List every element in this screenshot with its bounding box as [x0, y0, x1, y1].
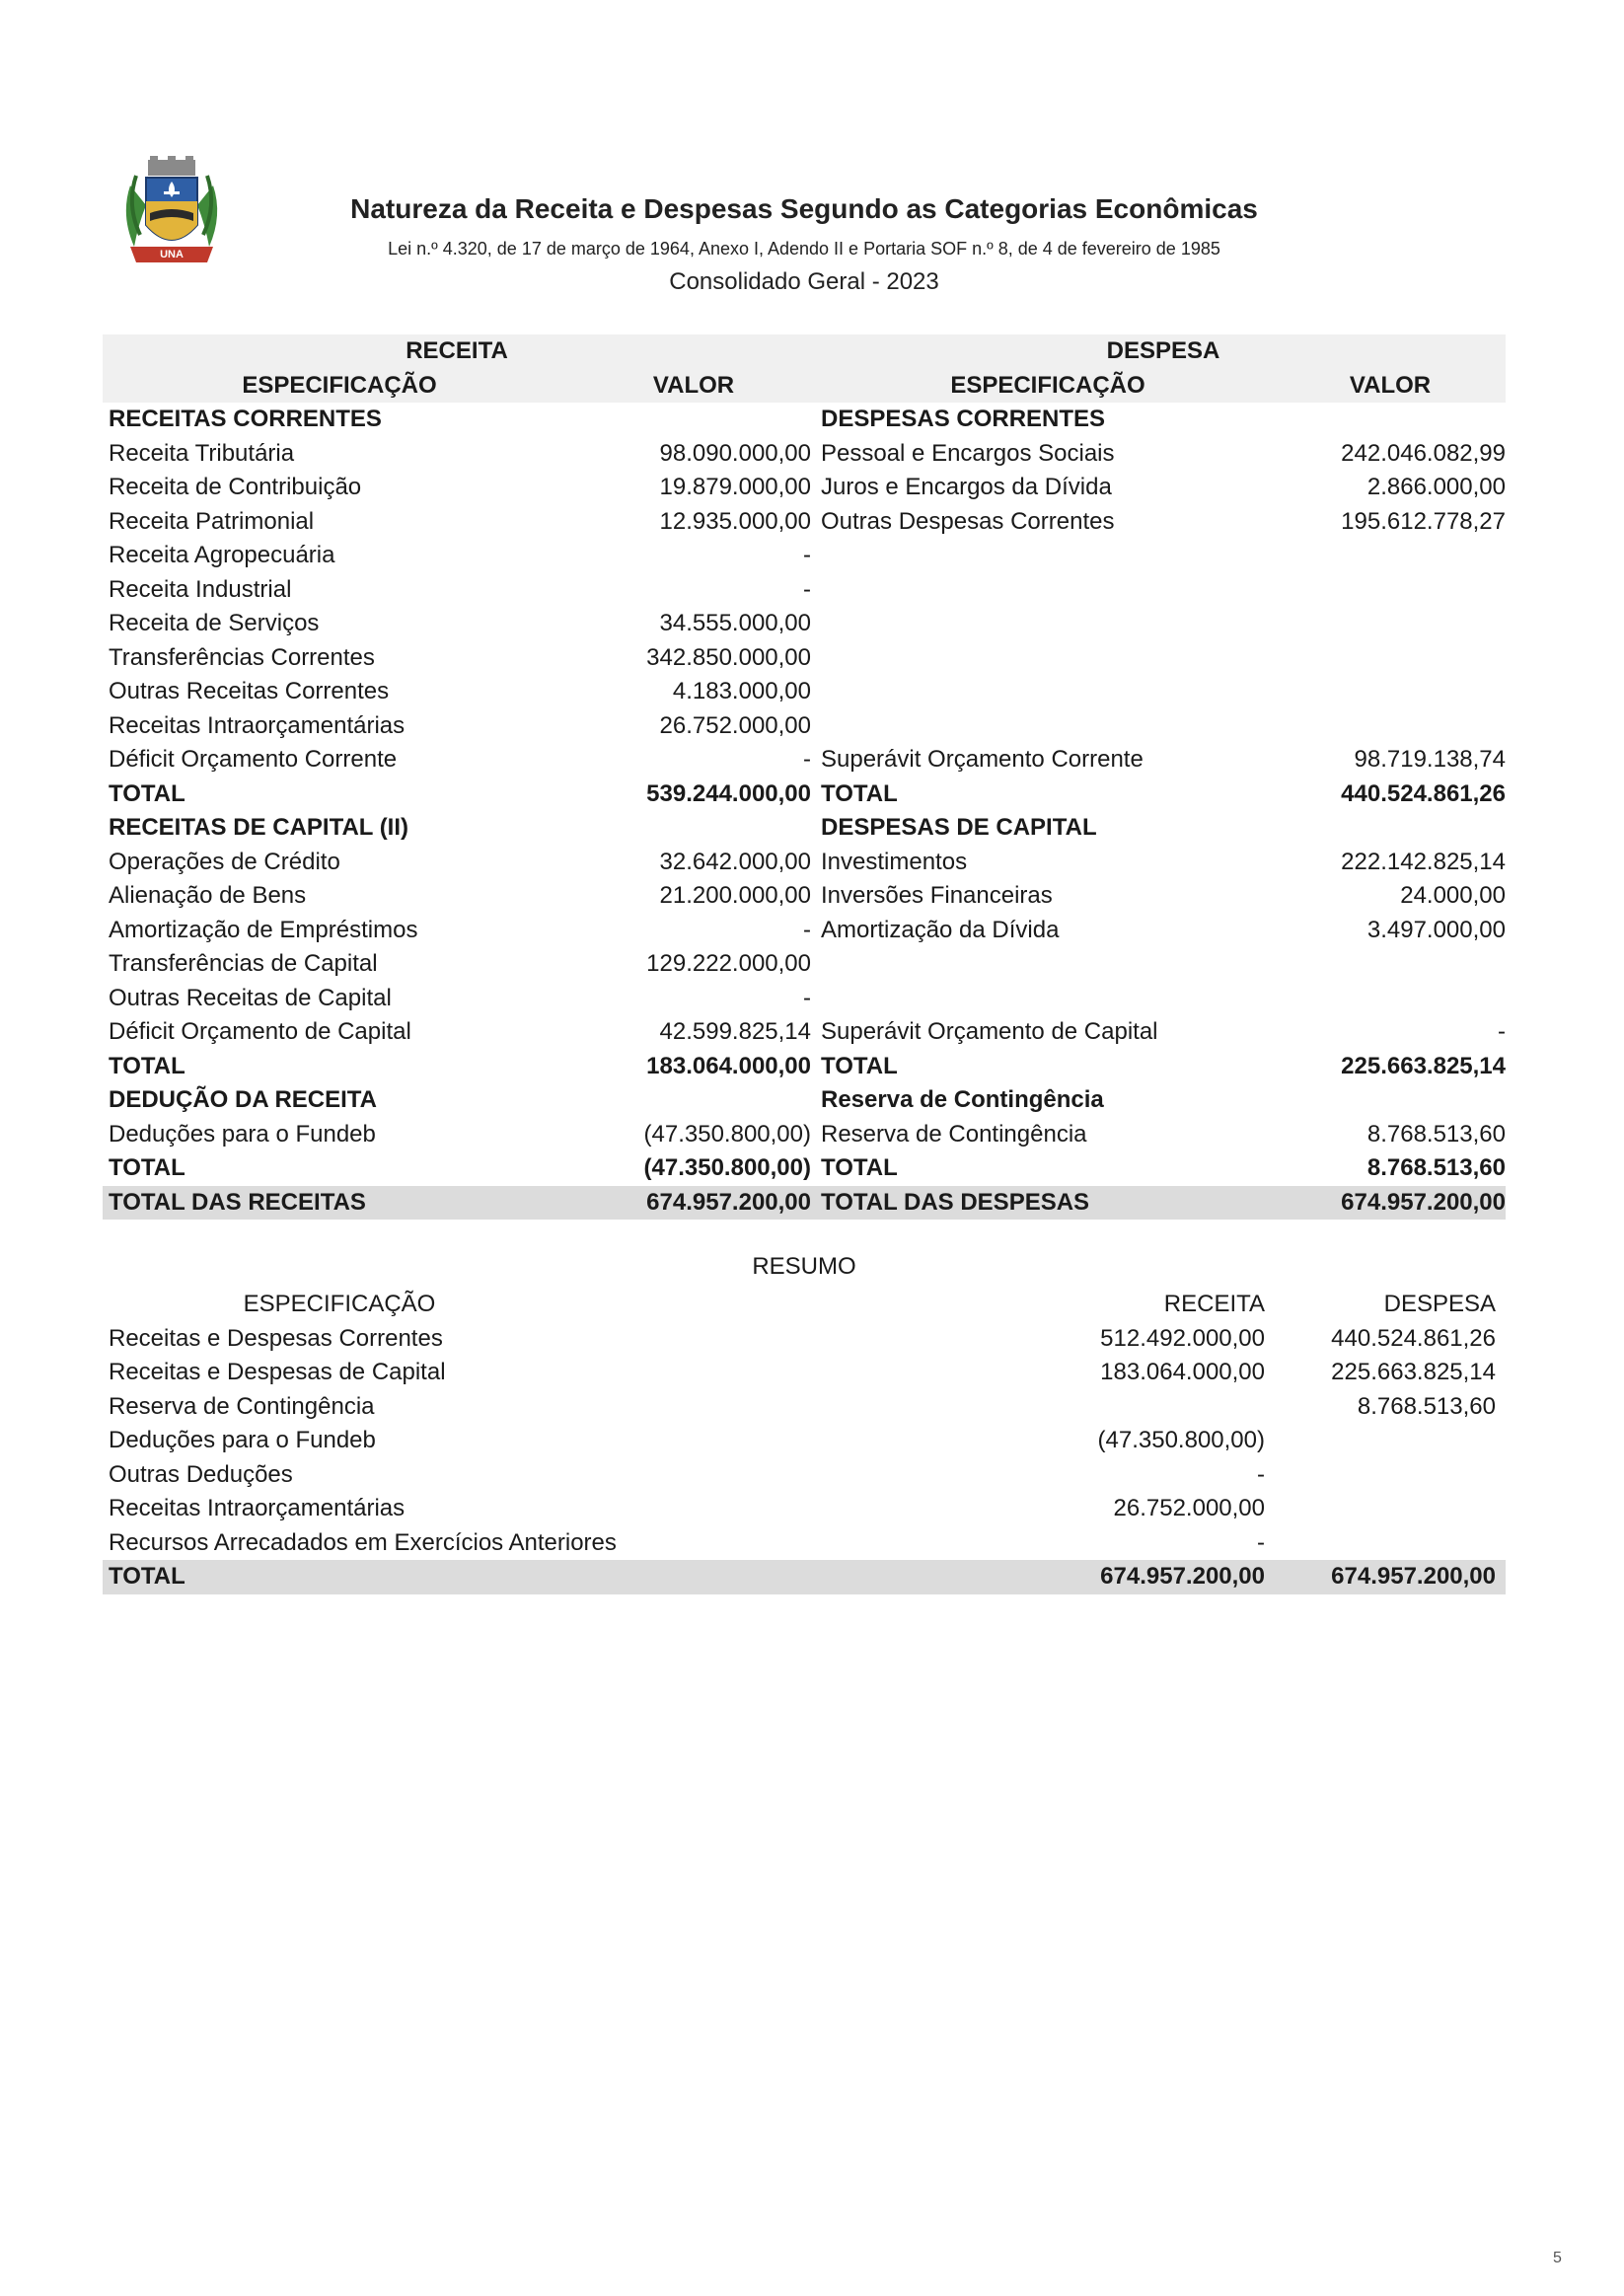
despesa-valor-cell: 2.866.000,00 [1366, 474, 1506, 500]
receita-valor-cell: 98.090.000,00 [659, 439, 811, 467]
resumo-row [103, 1390, 1506, 1425]
despesa-spec-cell [821, 675, 1275, 709]
receita-valor-cell: (47.350.800,00) [643, 1120, 811, 1148]
table-row [103, 914, 1506, 948]
resumo-receita-cell: 26.752.000,00 [1113, 1495, 1265, 1521]
despesa-spec-cell: TOTAL [821, 779, 898, 807]
receita-spec-cell: Receita Patrimonial [109, 507, 315, 535]
despesa-spec-cell [821, 539, 1275, 573]
despesa-valor-cell [1275, 607, 1506, 641]
resumo-despesa-header: DESPESA [1383, 1291, 1496, 1317]
receita-valor-cell: 4.183.000,00 [672, 678, 811, 704]
resumo-spec-cell: Outras Deduções [109, 1460, 293, 1488]
despesa-valor-cell: 674.957.200,00 [1341, 1188, 1506, 1216]
resumo-receita-cell: - [1257, 1460, 1265, 1488]
resumo-despesa-cell: 674.957.200,00 [1331, 1563, 1496, 1590]
despesa-valor-cell: 8.768.513,60 [1366, 1154, 1506, 1181]
consolidado-label: Consolidado Geral - 2023 [669, 268, 939, 295]
receita-valor-cell: 32.642.000,00 [659, 848, 811, 875]
receita-spec-cell: RECEITAS CORRENTES [109, 406, 382, 432]
resumo-despesa-cell [1265, 1526, 1496, 1561]
resumo-receita-cell: 512.492.000,00 [1100, 1324, 1265, 1352]
despesa-spec-cell: Amortização da Dívida [821, 916, 1060, 943]
receita-valor-cell: 539.244.000,00 [646, 779, 811, 807]
receita-spec-cell: Receita de Serviços [109, 610, 320, 636]
page-title: Natureza da Receita e Despesas Segundo as Categorias Econômicas [350, 193, 1258, 224]
despesa-valor-cell: 440.524.861,26 [1341, 779, 1506, 807]
despesa-spec-cell: Reserva de Contingência [821, 1086, 1104, 1113]
resumo-spec-cell: Receitas e Despesas Correntes [109, 1324, 443, 1352]
receita-spec-cell: Receitas Intraorçamentárias [109, 711, 406, 739]
resumo-row [103, 1424, 1506, 1458]
receita-valor-header: VALOR [652, 371, 735, 399]
despesa-valor-cell: 222.142.825,14 [1341, 848, 1506, 875]
receita-valor-cell: 26.752.000,00 [659, 711, 811, 739]
receita-valor-cell: (47.350.800,00) [643, 1154, 811, 1181]
despesa-valor-cell [1275, 641, 1506, 676]
table-row [103, 403, 1506, 437]
receita-spec-cell: Amortização de Empréstimos [109, 916, 418, 943]
resumo-despesa-cell [1265, 1424, 1496, 1458]
receita-valor-cell: - [803, 575, 811, 603]
despesa-valor-cell: - [1498, 1018, 1506, 1045]
despesa-spec-cell: TOTAL DAS DESPESAS [821, 1188, 1090, 1216]
logo-ribbon-text: UNA [160, 249, 184, 260]
resumo-despesa-cell [1265, 1492, 1496, 1526]
despesa-valor-cell: 24.000,00 [1400, 882, 1506, 909]
receita-spec-cell: Receita de Contribuição [109, 474, 362, 500]
despesa-spec-cell [821, 573, 1275, 608]
receita-valor-cell: 674.957.200,00 [646, 1188, 811, 1216]
table-row [103, 879, 1506, 914]
despesa-spec-cell [821, 709, 1275, 744]
table-row [103, 437, 1506, 472]
despesa-spec-cell: TOTAL [821, 1154, 898, 1181]
despesa-spec-header: ESPECIFICAÇÃO [950, 371, 1145, 399]
despesa-valor-cell [1275, 675, 1506, 709]
receita-valor-cell: 34.555.000,00 [659, 610, 811, 636]
resumo-title: RESUMO [752, 1253, 856, 1280]
table-row [103, 982, 1506, 1016]
despesa-valor-cell [1275, 709, 1506, 744]
table-row [103, 1151, 1506, 1186]
receita-valor-cell: 183.064.000,00 [646, 1052, 811, 1079]
resumo-receita-cell: - [1257, 1528, 1265, 1556]
resumo-receita-header: RECEITA [1163, 1291, 1265, 1317]
despesa-valor-cell [1275, 1083, 1506, 1118]
table-row [103, 778, 1506, 812]
resumo-despesa-cell: 225.663.825,14 [1331, 1359, 1496, 1385]
receita-despesa-table [103, 334, 1506, 1220]
table-row [103, 505, 1506, 540]
resumo-receita-cell: (47.350.800,00) [1097, 1427, 1265, 1453]
table-row [103, 539, 1506, 573]
despesa-valor-cell: 195.612.778,27 [1341, 507, 1506, 535]
receita-spec-cell: Receita Tributária [109, 439, 295, 467]
despesa-valor-header: VALOR [1349, 371, 1432, 399]
resumo-column-header [103, 1288, 1506, 1322]
despesa-spec-cell: DESPESAS DE CAPITAL [821, 814, 1097, 841]
table-row [103, 947, 1506, 982]
receita-valor-cell: 12.935.000,00 [659, 507, 811, 535]
receita-spec-cell: Deduções para o Fundeb [109, 1120, 376, 1148]
table-row [103, 1083, 1506, 1118]
resumo-despesa-cell: 8.768.513,60 [1357, 1392, 1496, 1420]
receita-header: RECEITA [406, 337, 508, 364]
despesa-spec-cell: Reserva de Contingência [821, 1120, 1087, 1148]
table-section-header [103, 334, 1506, 369]
receita-spec-cell: TOTAL [109, 1052, 185, 1079]
receita-valor-cell [576, 403, 811, 437]
receita-spec-cell: Déficit Orçamento Corrente [109, 746, 398, 773]
table-row [103, 641, 1506, 676]
receita-valor-cell: 42.599.825,14 [659, 1018, 811, 1045]
receita-spec-cell: Receita Industrial [109, 575, 292, 603]
receita-spec-cell: RECEITAS DE CAPITAL (II) [109, 814, 409, 841]
despesa-spec-cell: Superávit Orçamento de Capital [821, 1018, 1158, 1045]
resumo-spec-cell: Recursos Arrecadados em Exercícios Anteriores [109, 1528, 617, 1556]
despesa-header: DESPESA [1106, 337, 1220, 364]
despesa-spec-cell: DESPESAS CORRENTES [821, 406, 1106, 432]
despesa-spec-cell: Juros e Encargos da Dívida [821, 474, 1112, 500]
receita-spec-cell: DEDUÇÃO DA RECEITA [109, 1086, 378, 1113]
despesa-spec-cell: Pessoal e Encargos Sociais [821, 439, 1115, 467]
resumo-row [103, 1458, 1506, 1493]
table-row [103, 1015, 1506, 1050]
despesa-valor-cell [1275, 573, 1506, 608]
receita-spec-cell: TOTAL [109, 1154, 185, 1181]
resumo-receita-cell: 674.957.200,00 [1100, 1563, 1265, 1590]
despesa-valor-cell: 3.497.000,00 [1366, 916, 1506, 943]
table-row [103, 709, 1506, 744]
despesa-spec-cell [821, 947, 1275, 982]
resumo-despesa-cell: 440.524.861,26 [1331, 1324, 1496, 1352]
resumo-row [103, 1560, 1506, 1594]
resumo-row [103, 1492, 1506, 1526]
resumo-table [103, 1288, 1506, 1594]
table-row [103, 811, 1506, 846]
resumo-spec-cell: Deduções para o Fundeb [109, 1427, 376, 1453]
despesa-spec-cell: Investimentos [821, 848, 968, 875]
receita-valor-cell: - [803, 916, 811, 943]
receita-spec-cell: TOTAL [109, 779, 185, 807]
despesa-valor-cell [1275, 403, 1506, 437]
resumo-receita-cell: 183.064.000,00 [1100, 1359, 1265, 1385]
receita-spec-cell: TOTAL DAS RECEITAS [109, 1188, 366, 1216]
resumo-spec-cell: Receitas Intraorçamentárias [109, 1495, 406, 1521]
despesa-spec-cell: Outras Despesas Correntes [821, 507, 1115, 535]
despesa-valor-cell: 8.768.513,60 [1366, 1120, 1506, 1148]
despesa-valor-cell [1275, 947, 1506, 982]
receita-spec-cell: Transferências Correntes [109, 643, 375, 671]
despesa-valor-cell: 98.719.138,74 [1354, 746, 1506, 773]
despesa-valor-cell [1275, 539, 1506, 573]
receita-valor-cell: - [803, 746, 811, 773]
resumo-spec-cell: Receitas e Despesas de Capital [109, 1359, 446, 1385]
resumo-row [103, 1526, 1506, 1561]
table-row [103, 573, 1506, 608]
table-row [103, 743, 1506, 778]
receita-valor-cell: 21.200.000,00 [659, 882, 811, 909]
receita-valor-cell: - [803, 542, 811, 568]
despesa-spec-cell: Superávit Orçamento Corrente [821, 746, 1144, 773]
receita-spec-cell: Outras Receitas de Capital [109, 984, 392, 1011]
resumo-row [103, 1322, 1506, 1357]
despesa-spec-cell: Inversões Financeiras [821, 882, 1053, 909]
resumo-receita-cell [1030, 1390, 1265, 1425]
receita-valor-cell: 19.879.000,00 [659, 474, 811, 500]
receita-valor-cell: 129.222.000,00 [646, 950, 811, 977]
resumo-despesa-cell [1265, 1458, 1496, 1493]
receita-spec-cell: Operações de Crédito [109, 848, 340, 875]
receita-valor-cell [576, 811, 811, 846]
table-row [103, 471, 1506, 505]
table-column-header [103, 369, 1506, 404]
resumo-row [103, 1356, 1506, 1390]
receita-spec-cell: Transferências de Capital [109, 950, 378, 977]
despesa-spec-cell: TOTAL [821, 1052, 898, 1079]
table-row [103, 846, 1506, 880]
table-row [103, 675, 1506, 709]
table-row [103, 1118, 1506, 1152]
receita-spec-cell: Alienação de Bens [109, 882, 307, 909]
resumo-spec-cell: TOTAL [109, 1563, 185, 1590]
despesa-valor-cell [1275, 811, 1506, 846]
despesa-valor-cell: 225.663.825,14 [1341, 1052, 1506, 1079]
receita-valor-cell: - [803, 984, 811, 1011]
legal-reference: Lei n.º 4.320, de 17 de março de 1964, Anexo I, Adendo II e Portaria SOF n.º 8, de 4 de fevereiro de 1985 [388, 239, 1220, 259]
receita-spec-cell: Outras Receitas Correntes [109, 678, 390, 704]
despesa-spec-cell [821, 641, 1275, 676]
despesa-valor-cell: 242.046.082,99 [1341, 439, 1506, 467]
page-number: 5 [1553, 2250, 1562, 2266]
receita-valor-cell [576, 1083, 811, 1118]
table-row [103, 1186, 1506, 1221]
resumo-spec-header: ESPECIFICAÇÃO [243, 1291, 436, 1317]
receita-spec-cell: Déficit Orçamento de Capital [109, 1018, 411, 1045]
despesa-valor-cell [1275, 982, 1506, 1016]
coat-of-arms-logo [116, 156, 227, 274]
table-row [103, 607, 1506, 641]
despesa-spec-cell [821, 982, 1275, 1016]
receita-spec-cell: Receita Agropecuária [109, 542, 335, 568]
receita-spec-header: ESPECIFICAÇÃO [242, 371, 437, 399]
table-row [103, 1050, 1506, 1084]
despesa-spec-cell [821, 607, 1275, 641]
receita-valor-cell: 342.850.000,00 [646, 643, 811, 671]
resumo-spec-cell: Reserva de Contingência [109, 1392, 375, 1420]
